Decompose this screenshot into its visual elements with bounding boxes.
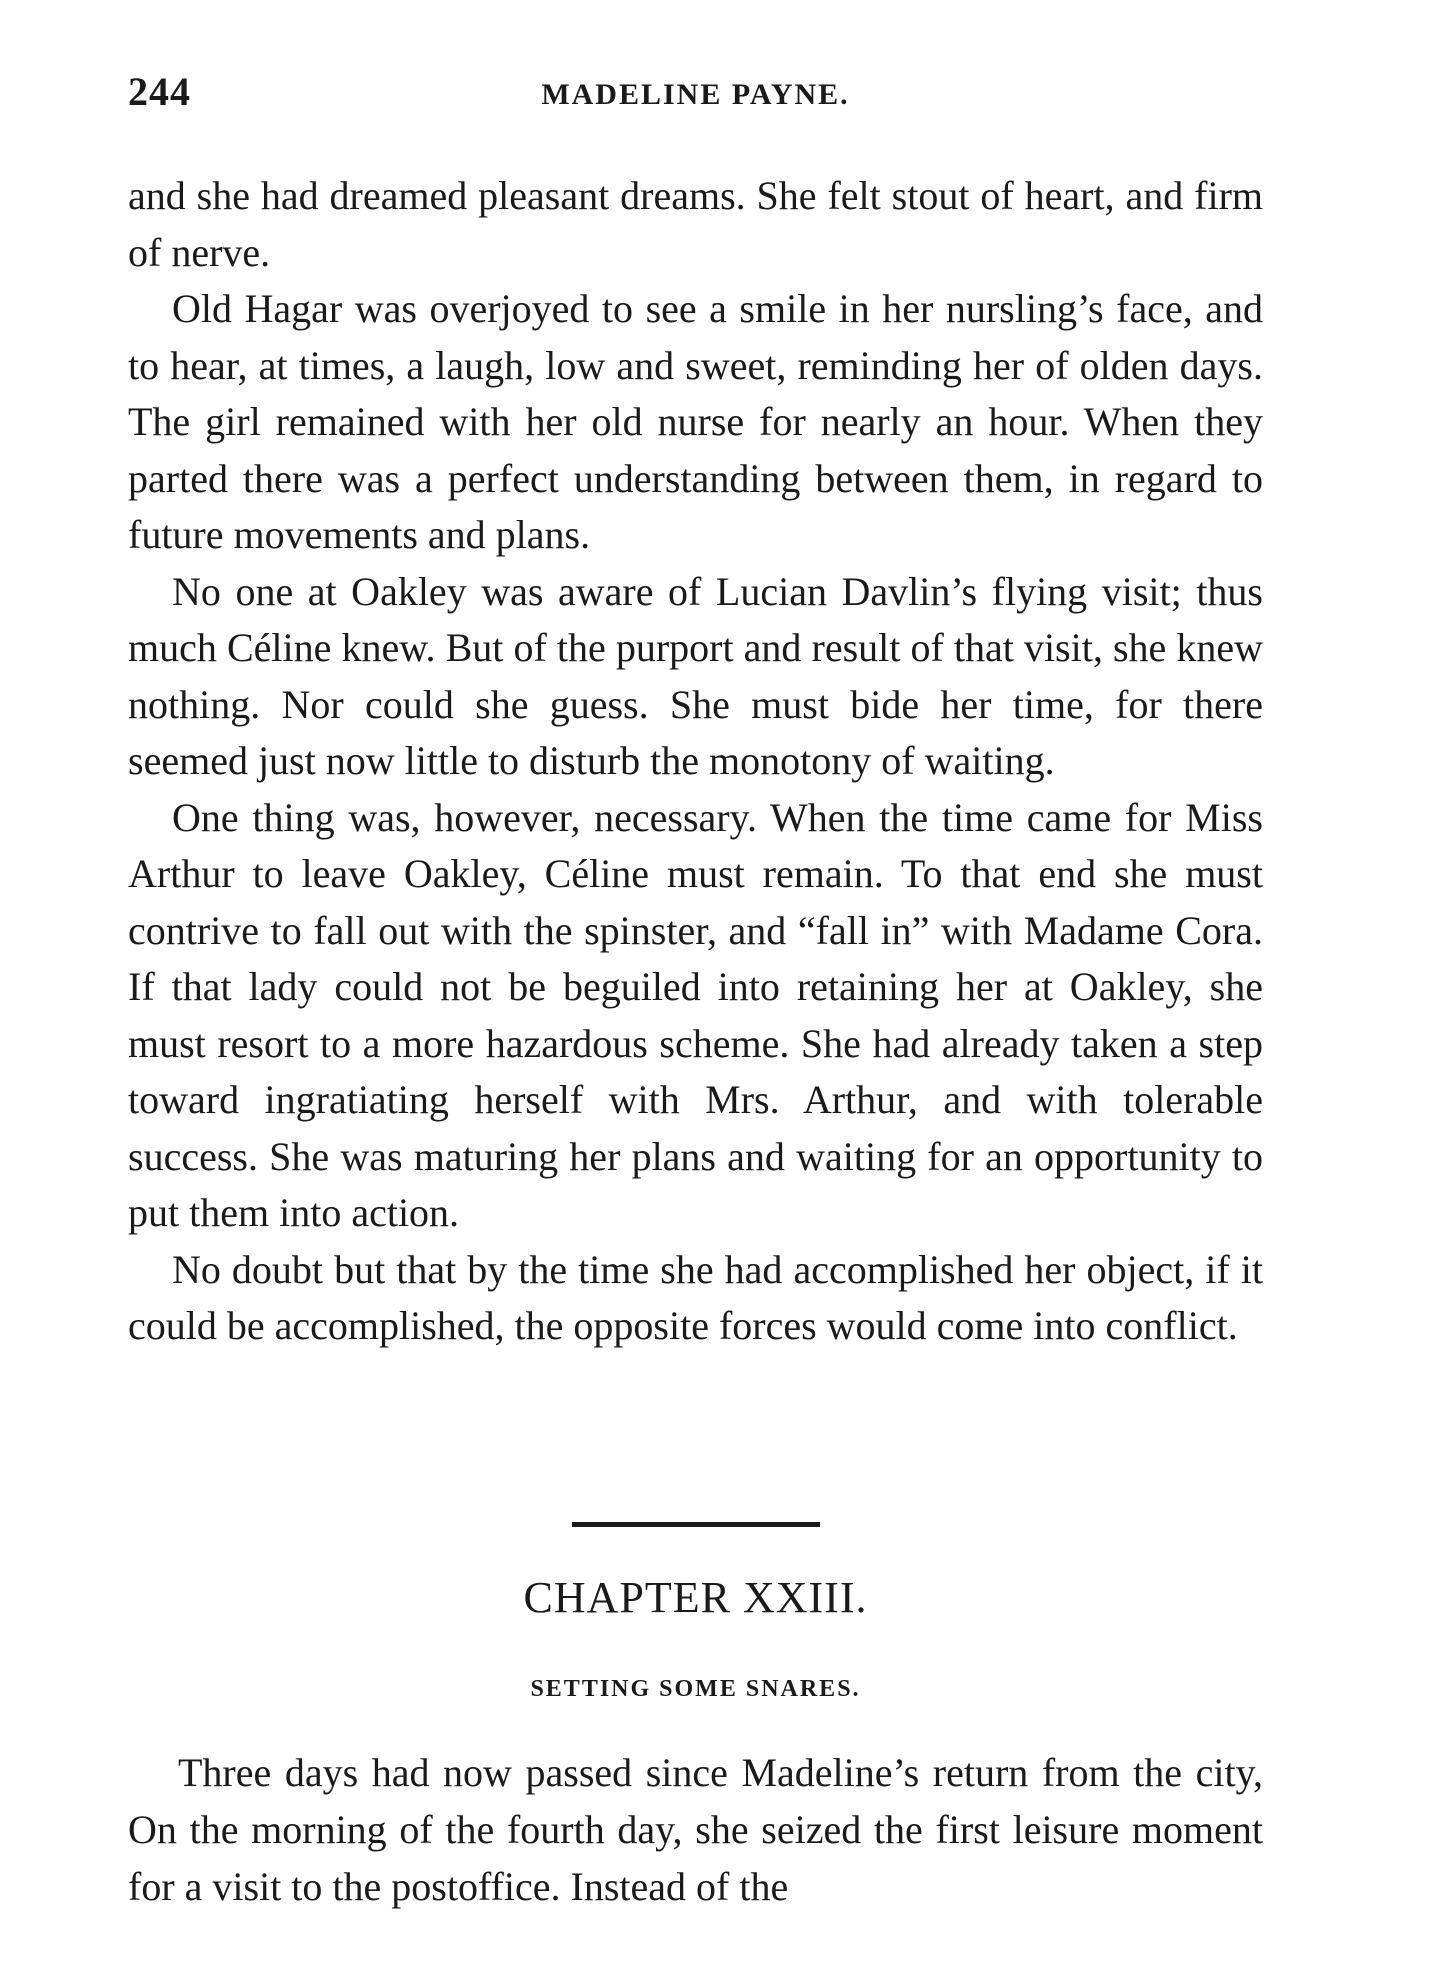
chapter-subtitle: SETTING SOME SNARES.: [530, 1676, 861, 1702]
paragraph: and she had dreamed pleasant dreams. She felt stout of heart, and firm of nerve.: [128, 173, 1263, 275]
paragraph: One thing was, however, necessary. When the time came for Miss Arthur to leave Oakley, Céline must remain. To that end she must contrive to fall out with the spinster, and “fall in” with Madame Cora. If that lady could not be beguiled into retaining her at Oakley, she must resort to a more hazardous scheme. She had already taken a step toward ingratiating herself with Mrs. Arthur, and with tolerable success. She was maturing her plans and waiting for an opportunity to put them into action.: [128, 794, 1263, 1235]
paragraph: No doubt but that by the time she had accomplished her object, if it could be accomplished, the opposite forces would come into conflict.: [128, 1246, 1263, 1348]
chapter-text: [128, 1744, 1263, 1915]
paragraph: Three days had now passed since Madeline’s return from the city, On the morning of the fourth day, she seized the first leisure moment for a visit to the postoffice. Instead of the: [128, 1750, 1263, 1909]
paragraph: Old Hagar was overjoyed to see a smile in her nursling’s face, and to hear, at times, a laugh, low and sweet, reminding her of olden days. The girl remained with her old nurse for nearly an hour. When they parted there was a perfect understanding between them, in regard to future movements and plans.: [128, 286, 1263, 557]
page-header: [128, 68, 1263, 128]
body-text: [128, 168, 1263, 1355]
chapter-title: CHAPTER XXIII.: [523, 1573, 868, 1622]
page-number: 244: [128, 69, 191, 114]
paragraph: No one at Oakley was aware of Lucian Davlin’s flying visit; thus much Céline knew. But of the purport and result of that visit, she knew nothing. Nor could she guess. She must bide her time, for there seemed just now little to disturb the monotony of waiting.: [128, 568, 1263, 783]
section-divider: [572, 1522, 820, 1527]
running-head: MADELINE PAYNE.: [541, 78, 850, 111]
